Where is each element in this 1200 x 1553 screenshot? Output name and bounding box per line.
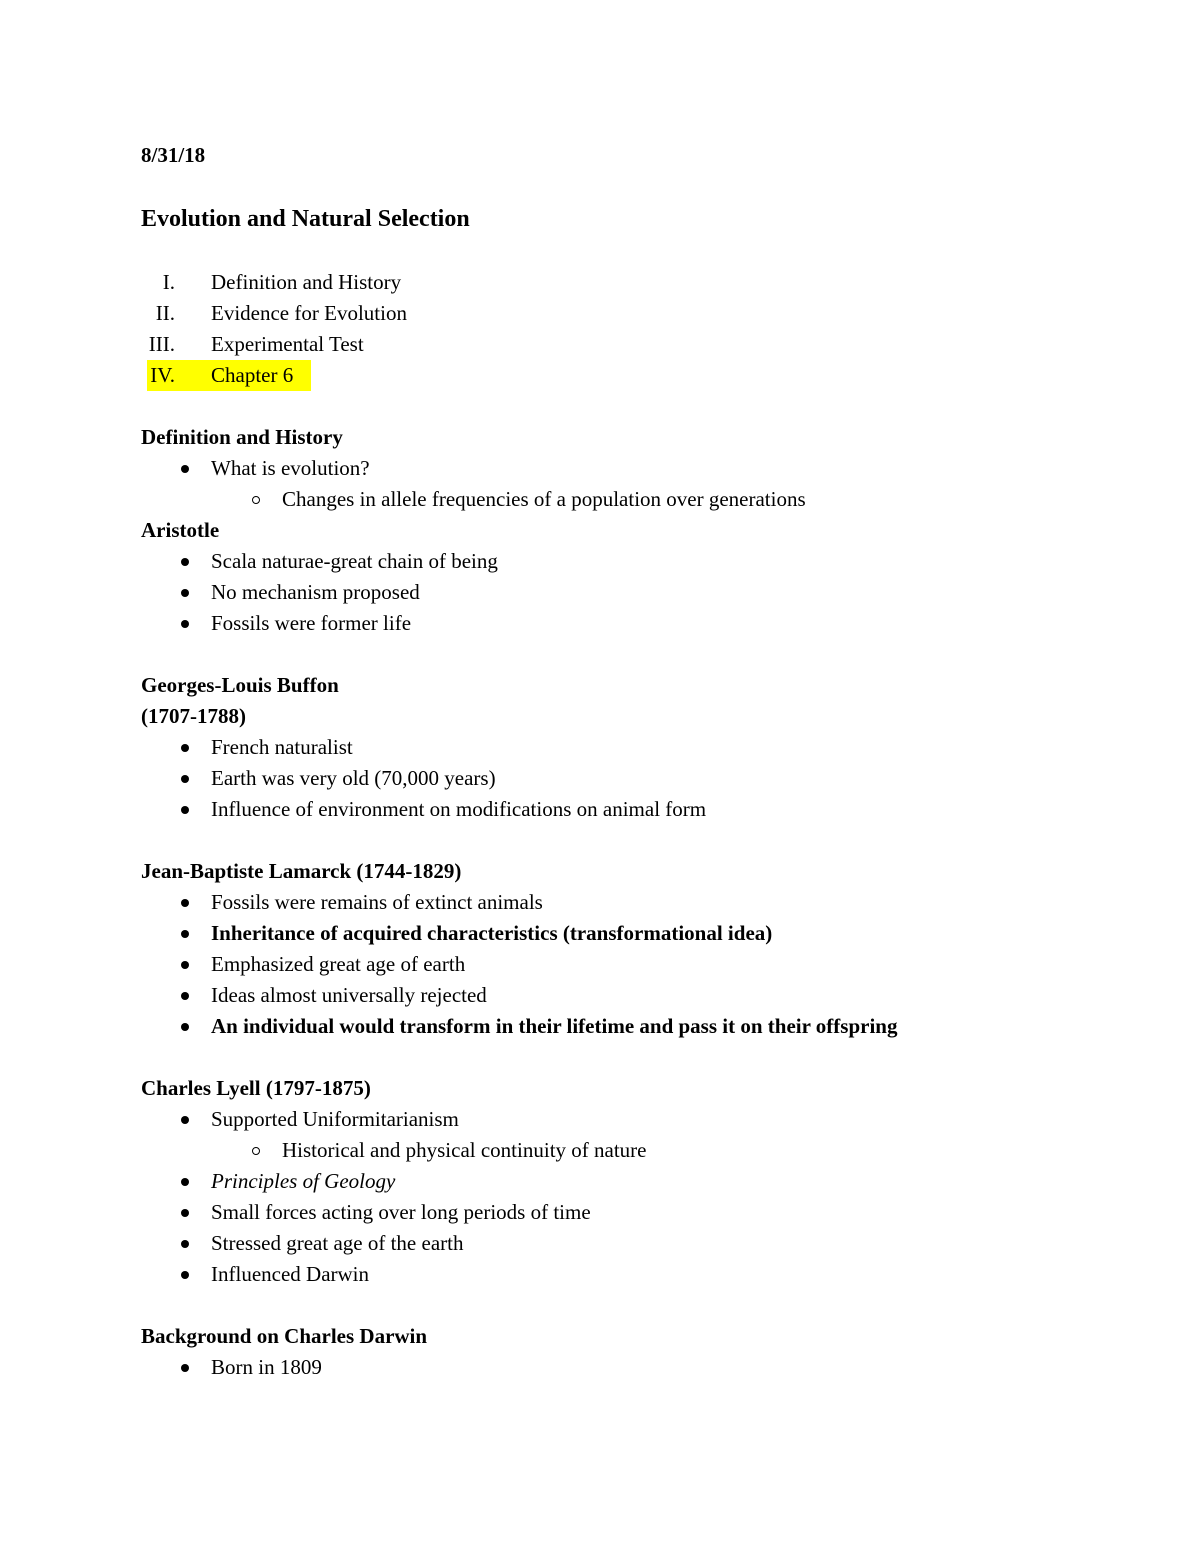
outline-number: III. — [148, 332, 175, 356]
list-item-text: Influenced Darwin — [211, 1262, 370, 1286]
list-item — [141, 577, 1101, 608]
outline-text: Chapter 6 — [211, 363, 294, 387]
bullet-icon — [181, 744, 189, 752]
spacer — [141, 1042, 1101, 1073]
bullet-icon — [181, 1116, 189, 1124]
list-item-text: Scala naturae-great chain of being — [211, 549, 498, 573]
bullet-list — [141, 546, 1101, 639]
section-heading: Background on Charles Darwin — [141, 1324, 428, 1348]
section-lyell — [141, 1073, 1101, 1290]
bullet-icon — [181, 620, 189, 628]
list-item — [141, 1352, 1101, 1383]
list-item-text: Earth was very old (70,000 years) — [211, 766, 496, 790]
hollow-bullet-icon — [252, 496, 260, 504]
list-item — [141, 1197, 1101, 1228]
outline-item — [141, 267, 1101, 298]
bullet-icon — [181, 1364, 189, 1372]
bullet-icon — [181, 465, 189, 473]
list-item — [141, 1011, 1101, 1042]
list-item-text: Stressed great age of the earth — [211, 1231, 464, 1255]
bullet-icon — [181, 992, 189, 1000]
bullet-list — [141, 1352, 1101, 1383]
list-item-text: Influence of environment on modifications on animal form — [211, 797, 707, 821]
outline-number: II. — [155, 301, 175, 325]
list-item — [141, 453, 1101, 484]
outline-text: Experimental Test — [211, 332, 364, 356]
hollow-bullet-icon — [252, 1147, 260, 1155]
outline-list — [141, 267, 1101, 391]
outline-item — [141, 298, 1101, 329]
outline-item-highlighted — [141, 360, 1101, 391]
bullet-icon — [181, 775, 189, 783]
section-definition-history — [141, 422, 1101, 515]
bullet-icon — [181, 558, 189, 566]
list-item — [141, 887, 1101, 918]
bullet-icon — [181, 899, 189, 907]
list-item-text: Historical and physical continuity of nature — [282, 1138, 647, 1162]
list-item-text: Fossils were remains of extinct animals — [211, 890, 543, 914]
list-subitem — [141, 1135, 1101, 1166]
bullet-list — [141, 887, 1101, 1042]
list-item — [141, 794, 1101, 825]
section-heading: Definition and History — [141, 425, 343, 449]
list-item-text: French naturalist — [211, 735, 353, 759]
bullet-icon — [181, 961, 189, 969]
bullet-icon — [181, 1178, 189, 1186]
list-item — [141, 1228, 1101, 1259]
section-heading: Jean-Baptiste Lamarck (1744-1829) — [141, 859, 462, 883]
bullet-icon — [181, 1023, 189, 1031]
bullet-icon — [181, 930, 189, 938]
list-item — [141, 1104, 1101, 1135]
section-heading: Aristotle — [141, 518, 220, 542]
list-item — [141, 608, 1101, 639]
spacer — [141, 1290, 1101, 1321]
list-item — [141, 980, 1101, 1011]
bullet-list — [141, 1104, 1101, 1290]
date-line: 8/31/18 — [141, 143, 206, 167]
list-subitem — [141, 484, 1101, 515]
section-lamarck — [141, 856, 1101, 1042]
list-item — [141, 732, 1101, 763]
bullet-icon — [181, 806, 189, 814]
list-item-text: Changes in allele frequencies of a population over generations — [282, 487, 806, 511]
spacer — [141, 391, 1101, 422]
list-item-text: An individual would transform in their lifetime and pass it on their offspring — [211, 1014, 898, 1038]
document-title: Evolution and Natural Selection — [141, 206, 470, 232]
section-heading: Georges-Louis Buffon — [141, 673, 339, 697]
section-darwin — [141, 1321, 1101, 1383]
document-page — [141, 140, 1101, 1383]
spacer — [141, 825, 1101, 856]
bullet-icon — [181, 1240, 189, 1248]
section-buffon — [141, 670, 1101, 825]
outline-number: I. — [162, 270, 175, 294]
list-item — [141, 546, 1101, 577]
list-item-text: Emphasized great age of earth — [211, 952, 466, 976]
list-item-text: Supported Uniformitarianism — [211, 1107, 459, 1131]
list-item — [141, 1166, 1101, 1197]
bullet-list — [141, 453, 1101, 515]
list-item — [141, 949, 1101, 980]
list-item-text: Born in 1809 — [211, 1355, 322, 1379]
list-item-text: Principles of Geology — [211, 1169, 396, 1193]
section-aristotle — [141, 515, 1101, 639]
list-item-text: Inheritance of acquired characteristics (transformational idea) — [211, 921, 773, 945]
bullet-icon — [181, 1209, 189, 1217]
outline-text: Evidence for Evolution — [211, 301, 407, 325]
outline-text: Definition and History — [211, 270, 402, 294]
list-item — [141, 1259, 1101, 1290]
bullet-list — [141, 732, 1101, 825]
list-item-text: Fossils were former life — [211, 611, 412, 635]
list-item-text: No mechanism proposed — [211, 580, 420, 604]
section-heading: Charles Lyell (1797-1875) — [141, 1076, 371, 1100]
outline-number: IV. — [150, 363, 175, 387]
outline-item — [141, 329, 1101, 360]
bullet-icon — [181, 1271, 189, 1279]
list-item — [141, 763, 1101, 794]
spacer — [141, 639, 1101, 670]
section-heading-dates: (1707-1788) — [141, 704, 246, 728]
bullet-icon — [181, 589, 189, 597]
list-item-text: Small forces acting over long periods of time — [211, 1200, 591, 1224]
list-item — [141, 918, 1101, 949]
list-item-text: What is evolution? — [211, 456, 370, 480]
list-item-text: Ideas almost universally rejected — [211, 983, 487, 1007]
